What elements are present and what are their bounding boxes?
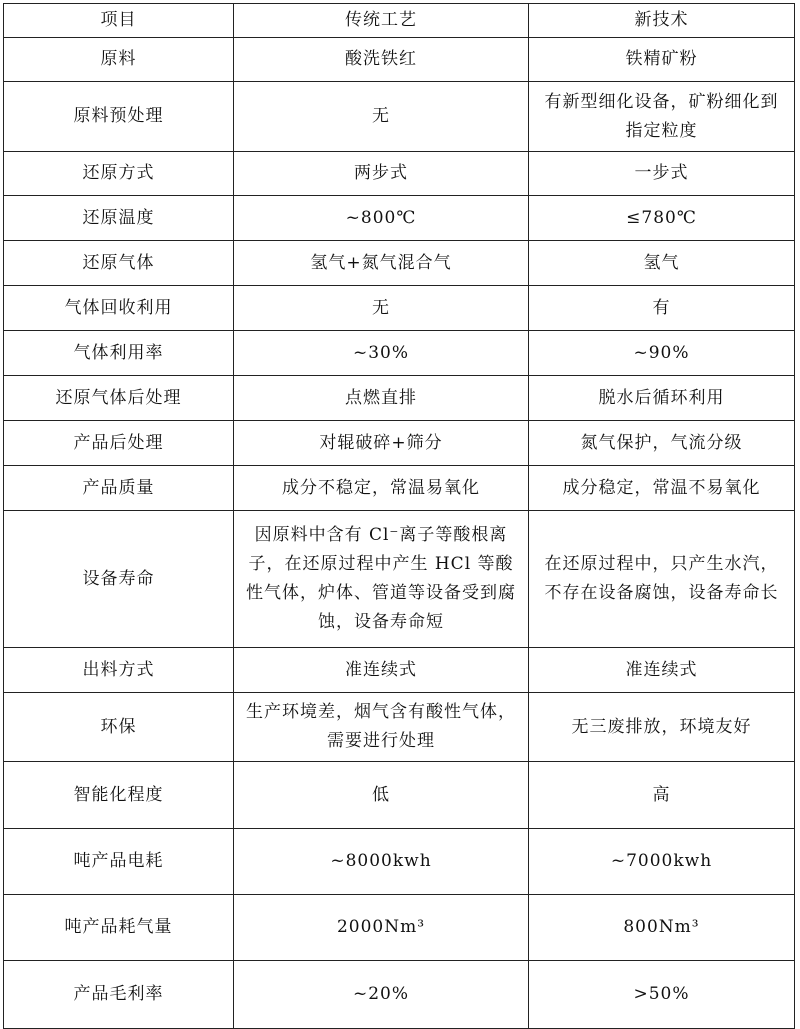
new-tech-cell: >50% bbox=[529, 961, 795, 1029]
new-tech-cell: ~7000kwh bbox=[529, 829, 795, 895]
comparison-table-container bbox=[3, 3, 795, 1029]
row-label: 原料 bbox=[4, 38, 234, 82]
table-row bbox=[4, 762, 795, 829]
new-tech-cell: ≤780℃ bbox=[529, 196, 795, 241]
row-label: 环保 bbox=[4, 693, 234, 762]
new-tech-cell: 有 bbox=[529, 286, 795, 331]
table-row bbox=[4, 82, 795, 152]
traditional-cell: 氢气+氮气混合气 bbox=[234, 241, 529, 286]
row-label: 气体利用率 bbox=[4, 331, 234, 376]
table-row bbox=[4, 331, 795, 376]
row-label: 还原温度 bbox=[4, 196, 234, 241]
traditional-cell: 准连续式 bbox=[234, 648, 529, 693]
header-item: 项目 bbox=[4, 4, 234, 38]
table-row bbox=[4, 648, 795, 693]
traditional-cell: 低 bbox=[234, 762, 529, 829]
row-label: 产品毛利率 bbox=[4, 961, 234, 1029]
table-row bbox=[4, 466, 795, 511]
table-row bbox=[4, 376, 795, 421]
traditional-cell: 2000Nm³ bbox=[234, 895, 529, 961]
new-tech-cell: 有新型细化设备，矿粉细化到指定粒度 bbox=[529, 82, 795, 152]
new-tech-cell: 铁精矿粉 bbox=[529, 38, 795, 82]
row-label: 还原气体后处理 bbox=[4, 376, 234, 421]
new-tech-cell: 成分稳定，常温不易氧化 bbox=[529, 466, 795, 511]
traditional-cell: ~30% bbox=[234, 331, 529, 376]
table-row bbox=[4, 152, 795, 196]
table-row bbox=[4, 241, 795, 286]
new-tech-cell: 800Nm³ bbox=[529, 895, 795, 961]
table-row bbox=[4, 511, 795, 648]
row-label: 设备寿命 bbox=[4, 511, 234, 648]
table-row bbox=[4, 895, 795, 961]
new-tech-cell: 脱水后循环利用 bbox=[529, 376, 795, 421]
traditional-cell: 两步式 bbox=[234, 152, 529, 196]
table-row bbox=[4, 421, 795, 466]
table-row bbox=[4, 196, 795, 241]
traditional-cell: 点燃直排 bbox=[234, 376, 529, 421]
new-tech-cell: 在还原过程中，只产生水汽，不存在设备腐蚀，设备寿命长 bbox=[529, 511, 795, 648]
table-row bbox=[4, 693, 795, 762]
row-label: 还原方式 bbox=[4, 152, 234, 196]
new-tech-cell: 准连续式 bbox=[529, 648, 795, 693]
row-label: 还原气体 bbox=[4, 241, 234, 286]
traditional-cell: 无 bbox=[234, 286, 529, 331]
table-row bbox=[4, 286, 795, 331]
traditional-cell: ~800℃ bbox=[234, 196, 529, 241]
new-tech-cell: 一步式 bbox=[529, 152, 795, 196]
traditional-cell: 因原料中含有 Cl⁻离子等酸根离子，在还原过程中产生 HCl 等酸性气体，炉体、管道等设备受到腐蚀，设备寿命短 bbox=[234, 511, 529, 648]
table-row bbox=[4, 961, 795, 1029]
new-tech-cell: 氮气保护，气流分级 bbox=[529, 421, 795, 466]
new-tech-cell: ~90% bbox=[529, 331, 795, 376]
table-row bbox=[4, 829, 795, 895]
traditional-cell: ~8000kwh bbox=[234, 829, 529, 895]
traditional-cell: 无 bbox=[234, 82, 529, 152]
traditional-cell: 成分不稳定，常温易氧化 bbox=[234, 466, 529, 511]
row-label: 原料预处理 bbox=[4, 82, 234, 152]
traditional-cell: ~20% bbox=[234, 961, 529, 1029]
new-tech-cell: 氢气 bbox=[529, 241, 795, 286]
table-header-row bbox=[4, 4, 795, 38]
new-tech-cell: 无三废排放，环境友好 bbox=[529, 693, 795, 762]
row-label: 产品质量 bbox=[4, 466, 234, 511]
traditional-cell: 生产环境差，烟气含有酸性气体，需要进行处理 bbox=[234, 693, 529, 762]
row-label: 吨产品电耗 bbox=[4, 829, 234, 895]
process-comparison-table bbox=[3, 3, 795, 1029]
table-row bbox=[4, 38, 795, 82]
traditional-cell: 对辊破碎+筛分 bbox=[234, 421, 529, 466]
row-label: 气体回收利用 bbox=[4, 286, 234, 331]
header-new-tech: 新技术 bbox=[529, 4, 795, 38]
row-label: 吨产品耗气量 bbox=[4, 895, 234, 961]
header-traditional: 传统工艺 bbox=[234, 4, 529, 38]
row-label: 产品后处理 bbox=[4, 421, 234, 466]
row-label: 出料方式 bbox=[4, 648, 234, 693]
new-tech-cell: 高 bbox=[529, 762, 795, 829]
traditional-cell: 酸洗铁红 bbox=[234, 38, 529, 82]
row-label: 智能化程度 bbox=[4, 762, 234, 829]
